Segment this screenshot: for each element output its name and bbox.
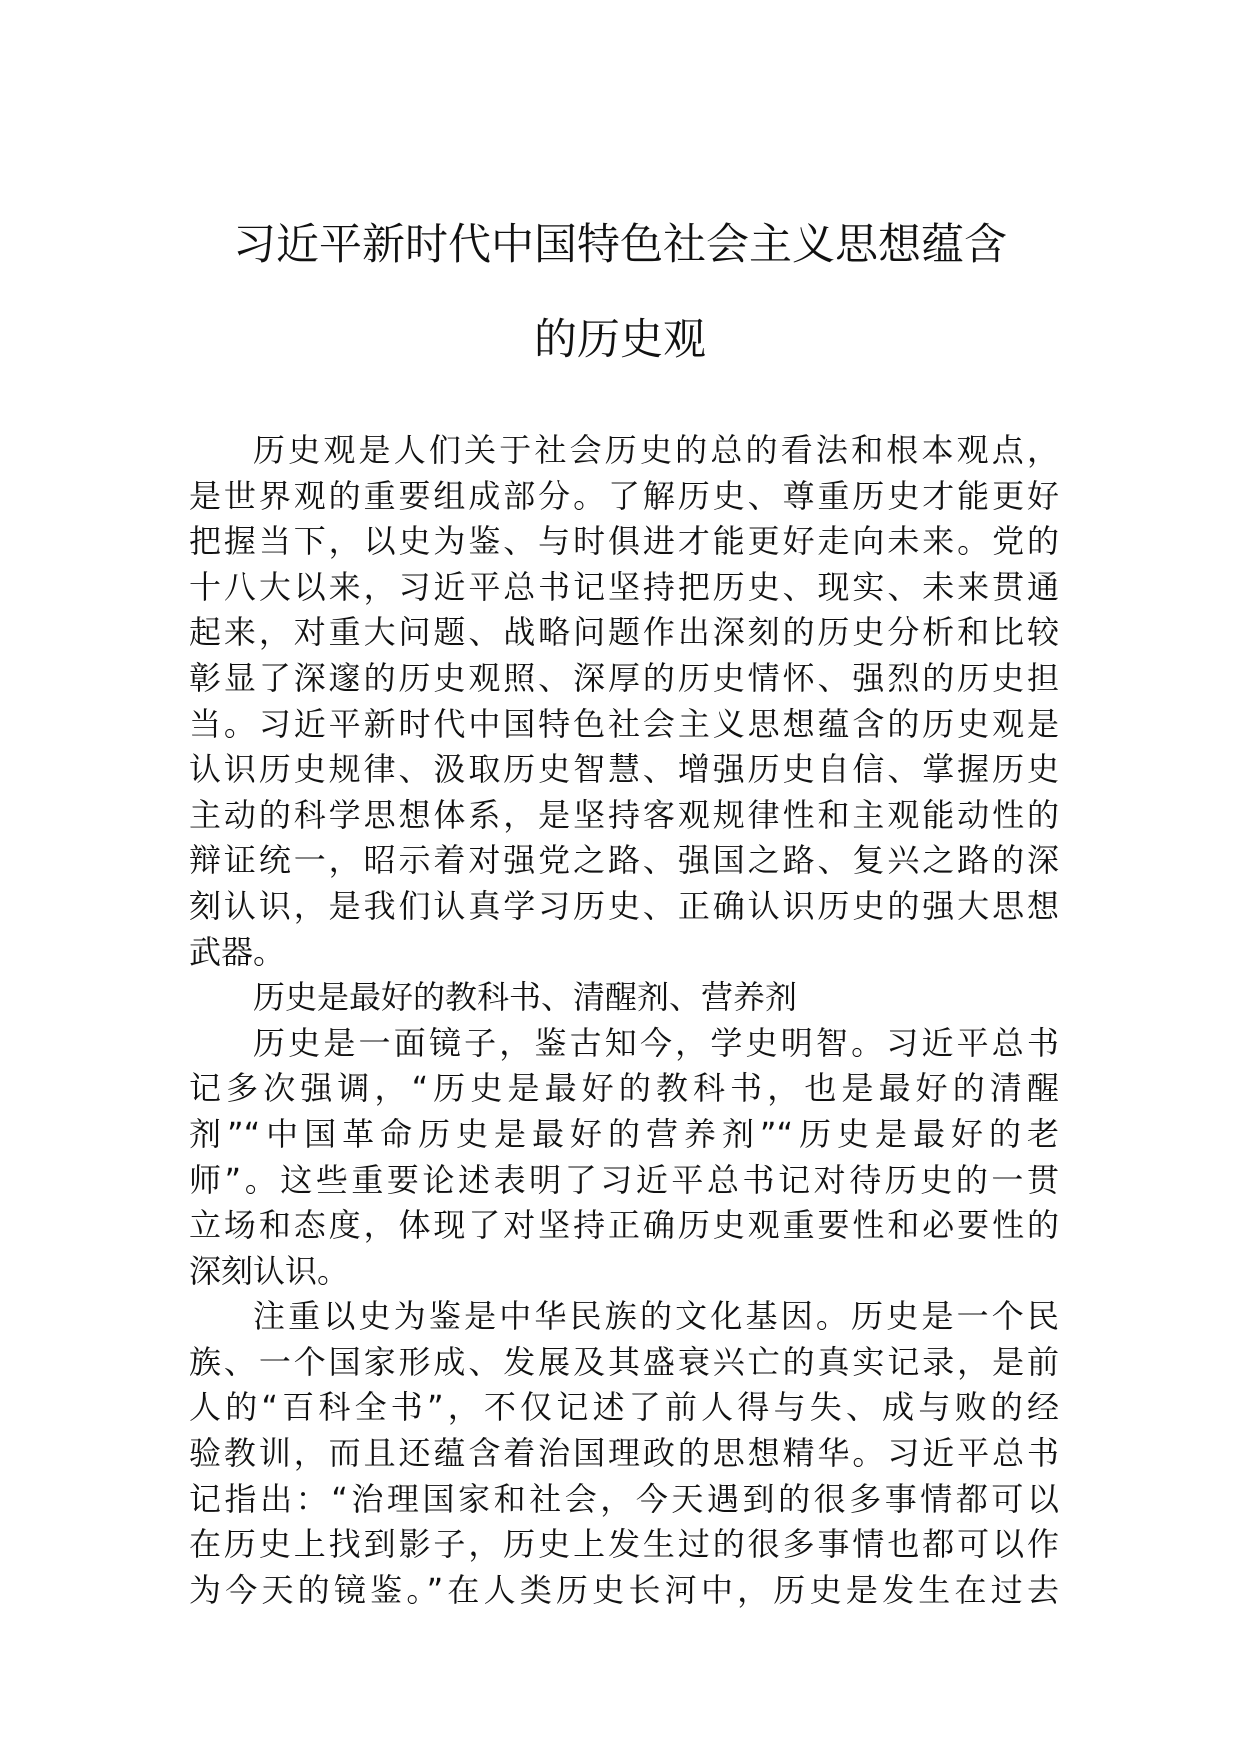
text-line: 人的“百科全书”，不仅记述了前人得与失、成与败的经 xyxy=(189,1388,1059,1427)
text-line: 历史是一面镜子，鉴古知今，学史明智。习近平总书 xyxy=(253,1023,1059,1062)
text-line: 是世界观的重要组成部分。了解历史、尊重历史才能更好 xyxy=(189,476,1059,515)
text-line: 历史是最好的教科书、清醒剂、营养剂 xyxy=(253,978,798,1017)
text-line: 彰显了深邃的历史观照、深厚的历史情怀、强烈的历史担 xyxy=(189,658,1059,697)
text-line: 把握当下，以史为鉴、与时俱进才能更好走向未来。党的 xyxy=(189,522,1059,561)
text-line: 辩证统一，昭示着对强党之路、强国之路、复兴之路的深 xyxy=(189,841,1059,880)
text-line: 认识历史规律、汲取历史智慧、增强历史自信、掌握历史 xyxy=(189,750,1059,789)
paragraph xyxy=(189,1021,1059,1295)
text-line: 起来，对重大问题、战略问题作出深刻的历史分析和比较 xyxy=(189,613,1059,652)
title-line: 的历史观 xyxy=(534,315,706,365)
text-line: 验教训，而且还蕴含着治国理政的思想精华。习近平总书 xyxy=(189,1434,1059,1473)
document-body xyxy=(189,428,1059,1613)
text-line: 为今天的镜鉴。”在人类历史长河中，历史是发生在过去 xyxy=(189,1570,1059,1609)
text-line: 师”。这些重要论述表明了习近平总书记对待历史的一贯 xyxy=(189,1160,1059,1199)
text-line: 十八大以来，习近平总书记坚持把历史、现实、未来贯通 xyxy=(189,567,1059,606)
text-line: 注重以史为鉴是中华民族的文化基因。历史是一个民 xyxy=(253,1297,1059,1336)
text-line: 记多次强调，“历史是最好的教科书，也是最好的清醒 xyxy=(189,1069,1059,1108)
title-line: 习近平新时代中国特色社会主义思想蕴含 xyxy=(233,220,1007,270)
section-heading xyxy=(189,975,1059,1021)
paragraph xyxy=(189,428,1059,975)
paragraph xyxy=(189,1294,1059,1613)
document-title xyxy=(180,198,1060,388)
text-line: 记指出：“治理国家和社会，今天遇到的很多事情都可以 xyxy=(189,1479,1059,1518)
text-line: 刻认识，是我们认真学习历史、正确认识历史的强大思想 xyxy=(189,886,1059,925)
text-line: 在历史上找到影子，历史上发生过的很多事情也都可以作 xyxy=(189,1525,1059,1564)
text-line: 深刻认识。 xyxy=(189,1251,350,1290)
text-line: 剂”“中国革命历史是最好的营养剂”“历史是最好的老 xyxy=(189,1114,1059,1153)
text-line: 主动的科学思想体系，是坚持客观规律性和主观能动性的 xyxy=(189,795,1059,834)
text-line: 历史观是人们关于社会历史的总的看法和根本观点， xyxy=(253,431,1059,469)
text-line: 族、一个国家形成、发展及其盛衰兴亡的真实记录，是前 xyxy=(189,1342,1059,1381)
text-line: 立场和态度，体现了对坚持正确历史观重要性和必要性的 xyxy=(189,1206,1059,1245)
text-line: 当。习近平新时代中国特色社会主义思想蕴含的历史观是 xyxy=(189,704,1059,743)
text-line: 武器。 xyxy=(189,932,286,971)
